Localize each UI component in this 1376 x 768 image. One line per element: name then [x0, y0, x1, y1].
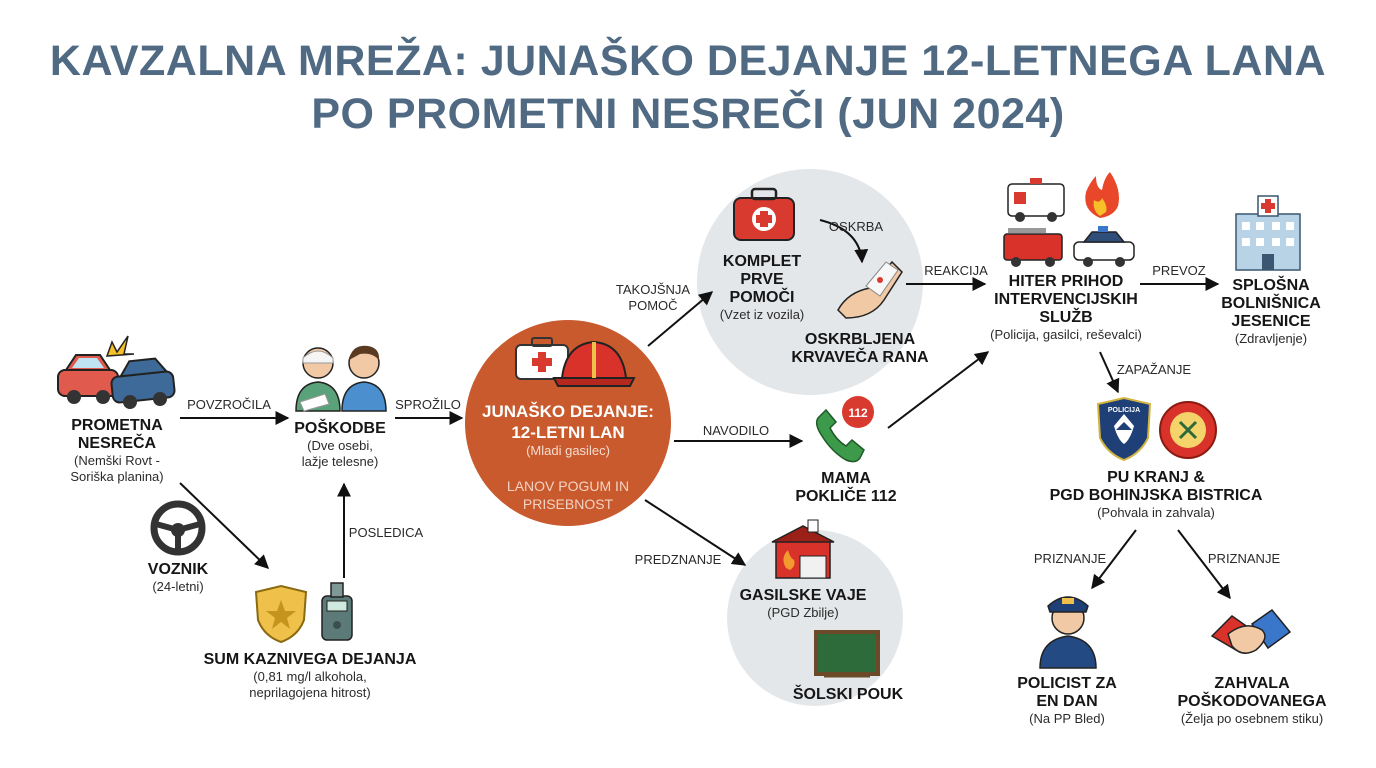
crash-cars-icon: [58, 336, 175, 409]
page-title-line1: KAVZALNA MREŽA: JUNAŠKO DEJANJE 12-LETNEGA LANA: [49, 37, 1327, 85]
node-policist-sub: (Na PP Bled): [1029, 711, 1105, 726]
node-hero-title-1: JUNAŠKO DEJANJE:: [482, 402, 654, 421]
node-injuries-sub-1: (Dve osebi,: [307, 438, 373, 453]
node-crime: [204, 651, 417, 701]
node-injuries-title: POŠKODBE: [294, 420, 386, 437]
node-hero-note-2: PRISEBNOST: [522, 496, 614, 512]
edge-label-recognition-right: PRIZNANJE: [1207, 551, 1281, 566]
node-firstaid-title-2: PRVE: [740, 271, 784, 288]
edge-label-instructed: NAVODILO: [702, 423, 770, 438]
handshake-icon: [1212, 610, 1290, 653]
node-thanks-title-2: POŠKODOVANEGA: [1177, 693, 1327, 710]
node-accident-title-2: NESREČA: [77, 435, 157, 452]
node-pu: [1050, 469, 1263, 521]
chalkboard-icon: [816, 632, 878, 676]
node-pu-title-2: PGD BOHINJSKA BISTRICA: [1049, 487, 1263, 504]
edge-label-immediate-1: TAKOJŠNJA: [615, 282, 691, 297]
node-policist: [1017, 675, 1117, 727]
node-hero-note: [507, 477, 629, 513]
phone-badge-text: 112: [848, 406, 868, 420]
node-firstaid-sub: (Vzet iz vozila): [719, 307, 805, 322]
node-crime-sub-2: neprilagojena hitrost): [249, 685, 371, 700]
node-driver-title: VOZNIK: [147, 561, 209, 578]
node-drills-sub: (PGD Zbilje): [767, 605, 839, 620]
edge-label-triggered: SPROŽILO: [395, 397, 461, 412]
police-badge-icon: [256, 586, 306, 642]
edge-label-immediate-2: POMOČ: [628, 298, 678, 313]
node-firstaid: [720, 253, 805, 323]
edge-label-care: OSKRBA: [828, 219, 884, 234]
node-school: [793, 686, 903, 704]
steering-wheel-icon: [154, 504, 202, 552]
edge-label-immediate: [616, 282, 690, 314]
node-driver: [148, 561, 208, 595]
node-mom-title-2: POKLIČE 112: [795, 488, 897, 505]
hospital-icon: [1236, 196, 1300, 270]
node-hero-title-2: 12-LETNI LAN: [511, 423, 625, 442]
node-hero-note-1: LANOV POGUM IN: [506, 478, 630, 494]
node-thanks-sub: (Želja po osebnem stiku): [1180, 711, 1324, 726]
police-officer-icon: [1040, 597, 1096, 668]
node-wound: [791, 331, 928, 367]
node-injuries: [294, 420, 386, 470]
police-crest-text: POLICIJA: [1107, 407, 1141, 414]
node-policist-title-1: POLICIST ZA: [1017, 675, 1117, 692]
edge-label-consequence: POSLEDICA: [348, 525, 424, 540]
node-firstaid-title-1: KOMPLET: [722, 253, 802, 270]
node-accident: [70, 417, 163, 485]
node-hospital-title-1: SPLOŠNA: [1232, 277, 1310, 294]
node-accident-title-1: PROMETNA: [71, 417, 163, 434]
node-mom: [795, 470, 896, 506]
node-services-sub: (Policija, gasilci, reševalci): [990, 327, 1142, 342]
page-title-line2: PO PROMETNI NESREČI (JUN 2024): [311, 90, 1065, 138]
node-hero-sub: (Mladi gasilec): [526, 443, 610, 458]
edge-label-reaction: REAKCIJA: [924, 263, 988, 278]
firefighter-crest-icon: [1160, 402, 1216, 458]
breathalyzer-icon: [322, 583, 352, 640]
edge-label-transport: PREVOZ: [1152, 263, 1206, 278]
node-mom-title-1: MAMA: [821, 470, 871, 487]
node-crime-sub-1: (0,81 mg/l alkohola,: [253, 669, 367, 684]
edge-noticed: [1100, 352, 1118, 392]
node-pu-title-1: PU KRANJ &: [1107, 469, 1205, 486]
edge-label-foreknowledge: PREDZNANJE: [634, 552, 722, 567]
fire-icon: [1085, 172, 1119, 218]
edge-label-recognition-left: PRIZNANJE: [1033, 551, 1107, 566]
node-thanks-title-1: ZAHVALA: [1214, 675, 1290, 692]
node-school-title: ŠOLSKI POUK: [792, 686, 904, 703]
node-injuries-sub-2: lažje telesne): [301, 454, 379, 469]
fire-truck-icon: [1004, 228, 1062, 267]
node-services: [990, 273, 1142, 343]
node-hospital-title-3: JESENICE: [1231, 313, 1311, 330]
node-pu-sub: (Pohvala in zahvala): [1097, 505, 1215, 520]
hero-first-aid-kit-icon: [516, 338, 568, 379]
node-hospital-title-2: BOLNIŠNICA: [1221, 295, 1321, 312]
node-drills-title: GASILSKE VAJE: [739, 587, 867, 604]
node-drills: [740, 587, 867, 621]
edge-label-noticed: ZAPAŽANJE: [1116, 362, 1192, 377]
fire-station-icon: [772, 520, 834, 578]
node-crime-title: SUM KAZNIVEGA DEJANJA: [203, 651, 417, 668]
node-wound-title-1: OSKRBLJENA: [804, 331, 916, 348]
node-accident-sub-2: Soriška planina): [70, 469, 164, 484]
node-hero: [482, 401, 654, 459]
node-hospital: [1221, 277, 1321, 347]
node-services-title-2: INTERVENCIJSKIH: [994, 291, 1138, 308]
node-wound-title-2: KRVAVEČA RANA: [791, 349, 929, 366]
node-accident-sub-1: (Nemški Rovt -: [74, 453, 160, 468]
node-thanks: [1177, 675, 1326, 727]
node-services-title-1: HITER PRIHOD: [1008, 273, 1124, 290]
node-hospital-sub: (Zdravljenje): [1234, 331, 1308, 346]
node-policist-title-2: EN DAN: [1036, 693, 1098, 710]
edge-label-caused: POVZROČILA: [187, 397, 271, 412]
ambulance-icon: [1008, 178, 1064, 222]
node-services-title-3: SLUŽB: [1039, 309, 1093, 326]
node-firstaid-title-3: POMOČI: [729, 289, 795, 306]
node-driver-sub: (24-letni): [152, 579, 204, 594]
police-car-icon: [1074, 226, 1134, 267]
injured-people-icon: [296, 346, 386, 411]
